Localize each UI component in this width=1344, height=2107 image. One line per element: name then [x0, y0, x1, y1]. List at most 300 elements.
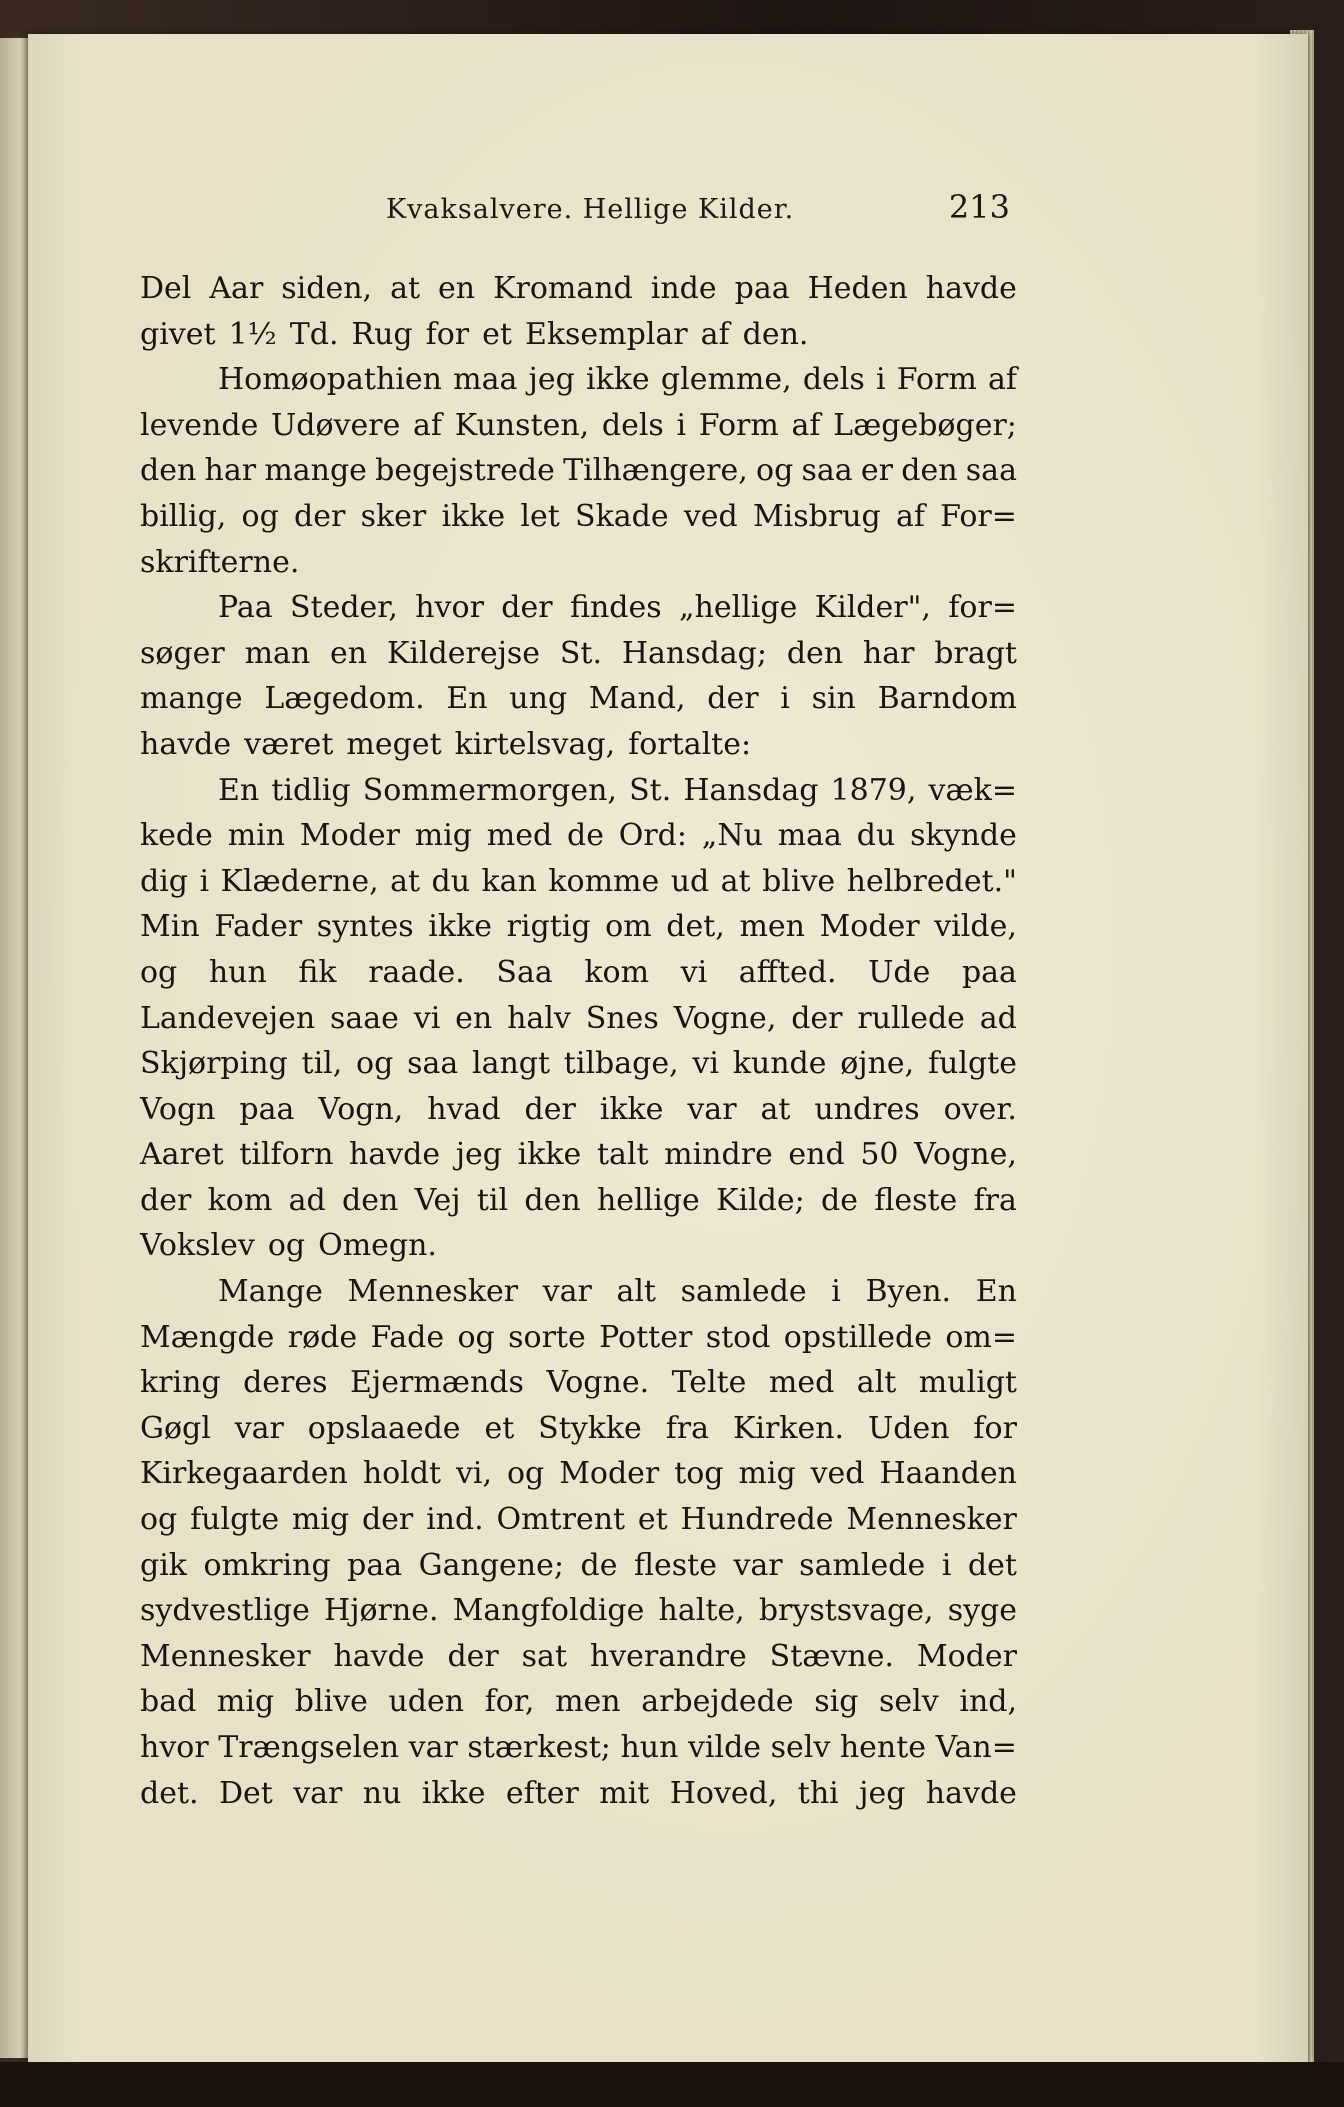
text-line	[140, 357, 1017, 403]
word: alt	[616, 1274, 656, 1310]
word: fulgte	[927, 1046, 1017, 1082]
word: ikke	[428, 909, 492, 945]
word: den	[341, 1182, 399, 1218]
word: paa	[239, 1091, 295, 1127]
word: Saa	[496, 954, 553, 990]
word: ung	[509, 681, 568, 717]
word: i	[941, 1547, 952, 1583]
word: Vogne,	[914, 1137, 1017, 1173]
text-line	[140, 266, 1017, 312]
word: dels	[601, 407, 664, 443]
word: kom	[207, 1182, 273, 1218]
word: blive	[294, 1684, 368, 1720]
word: var	[234, 1410, 284, 1446]
word: og	[356, 1046, 394, 1082]
word: Skjørping	[140, 1046, 288, 1082]
word: sorte	[508, 1319, 586, 1355]
word: mig	[738, 1456, 796, 1492]
word: fleste	[633, 1547, 717, 1583]
word: samlede	[799, 1547, 926, 1583]
word: bad	[140, 1684, 197, 1720]
word: Mand,	[588, 681, 686, 717]
text-line	[140, 312, 1017, 358]
text-line	[140, 950, 1017, 996]
word: tog	[674, 1456, 724, 1492]
word: Td.	[289, 316, 339, 352]
word: at	[760, 1091, 791, 1127]
word: paa	[961, 954, 1017, 990]
word: kirtelsvag,	[454, 726, 616, 762]
word: Moder	[559, 1456, 660, 1492]
text-line	[140, 996, 1017, 1042]
word: Moder	[819, 909, 920, 945]
word: Klæderne,	[220, 863, 379, 899]
word: paa	[347, 1547, 403, 1583]
word: var	[293, 1775, 343, 1811]
text-line	[140, 494, 1017, 540]
word: halte,	[658, 1593, 745, 1629]
word: ikke	[585, 362, 650, 398]
text-line	[140, 448, 1017, 494]
word: ad	[979, 1000, 1017, 1036]
word: der	[294, 498, 346, 534]
word: nu	[362, 1775, 402, 1811]
word: det,	[666, 909, 725, 945]
word: Aar	[209, 271, 264, 306]
word: over.	[943, 1091, 1017, 1127]
word: findes	[569, 590, 662, 626]
word: der	[447, 1638, 499, 1674]
word: Fade	[370, 1319, 445, 1355]
word: for	[973, 1410, 1017, 1446]
word: mig	[291, 1502, 350, 1538]
word: var	[733, 1547, 783, 1583]
word: halv	[507, 1000, 571, 1036]
word: jeg	[859, 1775, 906, 1811]
word: mig	[414, 818, 472, 854]
text-line	[140, 1588, 1017, 1634]
word: og	[140, 954, 178, 990]
word: Lægebøger;	[833, 407, 1017, 443]
word: En	[975, 1274, 1017, 1310]
word: ad	[288, 1182, 326, 1218]
word: med	[486, 818, 553, 854]
word: fleste	[874, 1182, 958, 1218]
word: men	[739, 909, 805, 945]
word: Vogne.	[546, 1365, 650, 1401]
word: Hansdag	[683, 772, 819, 808]
word: Steder,	[289, 590, 398, 626]
word: Telte	[671, 1365, 747, 1401]
word: Hoved,	[669, 1775, 778, 1811]
word: sat	[521, 1638, 567, 1674]
word: „Nu	[701, 818, 763, 854]
word: vi	[413, 1000, 441, 1036]
word: uden	[388, 1684, 465, 1720]
word: var	[542, 1274, 592, 1310]
word: Mangfoldige	[452, 1593, 645, 1629]
word: der	[501, 590, 553, 626]
word: Form	[698, 407, 779, 443]
word: jeg	[455, 1137, 502, 1173]
word: Lægedom.	[264, 681, 425, 717]
word: havde	[333, 1638, 425, 1674]
word: saa	[965, 453, 1017, 489]
word: saae	[330, 1000, 399, 1036]
text-line	[140, 722, 1017, 768]
word: Gangene;	[418, 1547, 564, 1583]
word: dig	[140, 863, 189, 899]
text-line	[140, 1132, 1017, 1178]
word: begejstrede	[375, 453, 555, 489]
word: holdt	[362, 1456, 442, 1492]
word: hvad	[427, 1091, 501, 1127]
running-title: Kvaksalvere. Hellige Kilder.	[386, 194, 795, 225]
word: saa	[407, 1046, 459, 1082]
word: dels	[802, 362, 865, 398]
text-line	[140, 1315, 1017, 1361]
word: fra	[665, 1410, 710, 1446]
word: væk=	[928, 772, 1017, 808]
word: Vogn	[140, 1091, 216, 1127]
word: Mange	[218, 1274, 323, 1310]
word: Stævne.	[769, 1638, 895, 1674]
word: sin	[811, 681, 856, 717]
word: Kirkegaarden	[140, 1456, 348, 1492]
word: arbejdede	[641, 1684, 794, 1720]
word: St.	[629, 772, 672, 808]
word: Udøvere	[271, 407, 401, 443]
word: Kilde;	[716, 1182, 805, 1218]
word: opstillede	[783, 1319, 932, 1355]
word: at	[720, 863, 751, 899]
word: Potter	[599, 1319, 693, 1355]
word: syntes	[316, 909, 414, 945]
word: er	[860, 453, 894, 489]
word: kan	[481, 863, 537, 899]
word: at	[390, 271, 421, 306]
word: stod	[705, 1319, 771, 1355]
word: Moder	[299, 818, 400, 854]
word: ikke	[517, 1137, 582, 1173]
word: Del	[140, 271, 192, 306]
text-line	[140, 1771, 1017, 1817]
text-line	[140, 1178, 1017, 1224]
text-line	[140, 585, 1017, 631]
word: deres	[243, 1365, 328, 1401]
word: man	[244, 635, 311, 671]
page-header	[140, 188, 1010, 236]
word: Ejermænds	[350, 1365, 524, 1401]
word: muligt	[918, 1365, 1017, 1401]
word: at	[390, 863, 421, 899]
word: Sommermorgen,	[362, 772, 617, 808]
word: af	[791, 407, 821, 443]
word: Mennesker	[846, 1502, 1017, 1538]
word: Vogn,	[318, 1091, 404, 1127]
word: havde	[140, 726, 232, 762]
word: Paa	[218, 590, 273, 626]
word: hvor	[140, 1730, 209, 1765]
text-line	[140, 1497, 1017, 1543]
word: mit	[599, 1775, 650, 1811]
word: et	[637, 1502, 668, 1538]
word: søger	[140, 635, 225, 671]
word: Ord:	[618, 818, 687, 854]
word: Rug	[351, 316, 413, 352]
word: Kilder",	[814, 590, 931, 626]
word: St.	[559, 635, 603, 671]
word: Trængselen	[218, 1730, 400, 1765]
word: ind,	[959, 1684, 1017, 1720]
word: efter	[505, 1775, 579, 1811]
word: Mennesker	[347, 1274, 519, 1310]
word: Mennesker	[140, 1638, 311, 1674]
word: af	[700, 316, 730, 352]
word: meget	[346, 726, 442, 762]
text-line	[140, 1269, 1017, 1315]
word: raade.	[368, 954, 465, 990]
text-line	[140, 1451, 1017, 1497]
word: den	[901, 453, 958, 489]
word: du	[431, 863, 471, 899]
word: hellige	[596, 1182, 700, 1218]
word: hun	[620, 1730, 679, 1765]
word: maa	[777, 818, 842, 854]
word: om=	[945, 1319, 1017, 1355]
word: Ude	[868, 954, 931, 990]
word: omkring	[203, 1547, 331, 1583]
text-line	[140, 1223, 1017, 1269]
word: de	[821, 1182, 859, 1218]
text-line	[140, 904, 1017, 950]
word: du	[856, 818, 896, 854]
word: Landevejen	[140, 1000, 316, 1036]
word: var	[687, 1091, 737, 1127]
word: i	[831, 1274, 841, 1310]
word: Snes	[585, 1000, 659, 1036]
word: fik	[298, 954, 337, 990]
word: i	[780, 681, 790, 717]
word: har	[204, 453, 257, 489]
word: men	[555, 1684, 621, 1720]
word: sker	[360, 498, 427, 534]
word: ikke	[441, 498, 506, 534]
word: Aaret	[140, 1137, 224, 1173]
word: Det	[218, 1775, 273, 1811]
word: bragt	[934, 635, 1017, 671]
word: samlede	[680, 1274, 807, 1310]
word: ved	[810, 1456, 865, 1492]
word: en	[330, 635, 368, 671]
text-line	[140, 540, 1017, 586]
word: kunde	[732, 1046, 827, 1082]
word: med	[768, 1365, 835, 1401]
word: undres	[814, 1091, 920, 1127]
word: levende	[140, 407, 259, 443]
word: der	[140, 1182, 192, 1218]
word: Vej	[414, 1182, 461, 1218]
word: den	[140, 453, 197, 489]
word: blive	[762, 863, 836, 899]
word: vi,	[455, 1456, 493, 1492]
word: og	[507, 1456, 545, 1492]
word: for,	[484, 1684, 535, 1720]
word: den	[786, 635, 844, 671]
word: Uden	[867, 1410, 950, 1446]
word: ind.	[426, 1502, 484, 1538]
word: en	[438, 271, 476, 306]
text-line	[140, 1041, 1017, 1087]
word: Kromand	[493, 271, 633, 306]
word: skynde	[910, 818, 1017, 854]
word: der	[524, 1091, 576, 1127]
previous-page-edge	[0, 38, 28, 2058]
word: Kirken.	[732, 1410, 845, 1446]
word: det.	[140, 1775, 199, 1811]
word: den.	[742, 316, 809, 352]
word: vilde	[687, 1730, 762, 1765]
word: stærkest;	[467, 1730, 611, 1765]
word: den	[524, 1182, 581, 1218]
word: let	[520, 498, 560, 534]
word: tilbage,	[563, 1046, 679, 1082]
word: Omegn.	[318, 1228, 437, 1264]
word: Tilhængere,	[563, 453, 748, 489]
text-line	[140, 1634, 1017, 1680]
word: ikke	[421, 1775, 486, 1811]
word: ved	[683, 498, 738, 534]
word: i	[875, 362, 886, 398]
word: En	[218, 772, 260, 808]
word: der	[361, 1502, 414, 1538]
word: thi	[797, 1775, 839, 1811]
word: de	[580, 1547, 618, 1583]
word: helbredet."	[846, 863, 1017, 899]
word: hente	[839, 1730, 927, 1765]
word: Min	[140, 909, 200, 945]
word: hvor	[415, 590, 484, 626]
word: Form	[896, 362, 977, 398]
word: fra	[973, 1182, 1017, 1218]
word: selv	[879, 1684, 939, 1720]
word: Haanden	[879, 1456, 1017, 1492]
word: kede	[140, 818, 213, 854]
text-line	[140, 1360, 1017, 1406]
word: og	[756, 453, 794, 489]
word: mindre	[664, 1137, 773, 1173]
word: Skade	[575, 498, 669, 534]
text-line	[140, 768, 1017, 814]
word: inde	[650, 271, 717, 306]
word: fortalte:	[628, 726, 752, 762]
word: „hellige	[678, 590, 798, 626]
word: Moder	[916, 1638, 1017, 1674]
word: Homøopathien	[218, 362, 442, 398]
word: rullede	[857, 1000, 965, 1036]
word: saa	[801, 453, 853, 489]
word: havde	[925, 1775, 1017, 1811]
word: Heden	[807, 271, 908, 306]
word: og	[457, 1319, 495, 1355]
word: der	[791, 1000, 843, 1036]
word: de	[566, 818, 604, 854]
word: et	[482, 316, 512, 352]
text-line	[140, 1406, 1017, 1452]
word: i	[199, 863, 210, 899]
word: min	[227, 818, 286, 854]
word: maa	[453, 362, 518, 398]
word: Omtrent	[496, 1502, 626, 1538]
word: En	[446, 681, 488, 717]
word: hun	[208, 954, 267, 990]
word: til	[476, 1182, 509, 1218]
word: opslaaede	[307, 1410, 461, 1446]
word: kom	[584, 954, 650, 990]
text-line	[140, 859, 1017, 905]
body-text	[140, 266, 1017, 1816]
text-line	[140, 813, 1017, 859]
word: skrifterne.	[140, 544, 300, 580]
word: tidlig	[271, 772, 351, 808]
word: Barndom	[877, 681, 1017, 717]
word: for=	[948, 590, 1017, 626]
word: langt	[471, 1046, 551, 1082]
word: i	[676, 407, 687, 443]
word: vilde,	[934, 909, 1017, 945]
word: røde	[287, 1319, 358, 1355]
word: brystsvage,	[758, 1593, 934, 1629]
word: et	[484, 1410, 515, 1446]
word: alt	[856, 1365, 897, 1401]
word: Fader	[214, 909, 303, 945]
word: ud	[670, 863, 710, 899]
word: tilforn	[239, 1137, 334, 1173]
word: der	[707, 681, 759, 717]
word: Eksemplar	[524, 316, 688, 352]
word: fulgte	[190, 1502, 280, 1538]
word: 1½	[228, 316, 277, 352]
word: sig	[814, 1684, 859, 1720]
word: selv	[770, 1730, 831, 1765]
word: sydvestlige	[140, 1593, 310, 1629]
word: 1879,	[830, 772, 917, 808]
word: gik	[140, 1547, 187, 1583]
word: kring	[140, 1365, 221, 1401]
word: end	[788, 1137, 845, 1173]
text-line	[140, 403, 1017, 449]
text-line	[140, 676, 1017, 722]
word: billig,	[140, 498, 227, 534]
word: Kunsten,	[454, 407, 590, 443]
word: givet	[140, 316, 216, 352]
word: glemme,	[660, 362, 792, 398]
word: For=	[940, 498, 1017, 534]
word: været	[244, 726, 334, 762]
word: hverandre	[589, 1638, 747, 1674]
word: rigtig	[506, 909, 591, 945]
word: 50	[860, 1137, 899, 1173]
word: for	[425, 316, 470, 352]
word: en	[455, 1000, 493, 1036]
word: Vokslev	[140, 1228, 255, 1264]
word: Misbrug	[752, 498, 881, 534]
word: mange	[264, 453, 367, 489]
word: vi	[692, 1046, 719, 1082]
word: vi	[680, 954, 708, 990]
word: øjne,	[840, 1046, 915, 1082]
word: jeg	[528, 362, 575, 398]
